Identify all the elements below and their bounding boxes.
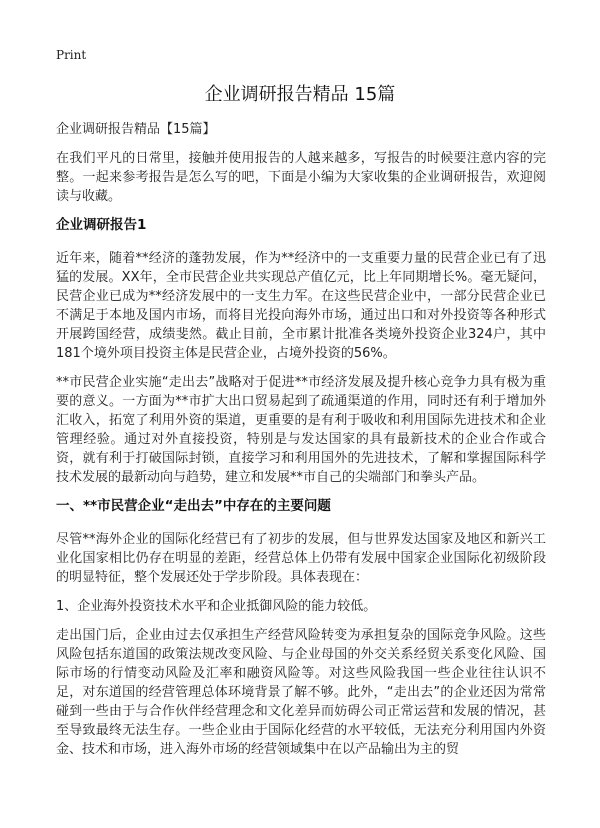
print-link[interactable]: Print bbox=[56, 48, 87, 62]
document-subtitle: 企业调研报告精品【15篇】 bbox=[56, 122, 216, 137]
body-paragraph: 走出国门后，企业由过去仅承担生产经营风险转变为承担复杂的国际竞争风险。这些风险包括东道国的政策法规改变风险、与企业母国的外交关系经贸关系变化风险、国际市场的行情变动风险及汇率和融资风险等。对这些风险我国一些企业往往认识不足，对东道国的经营管理总体环境背景了解不够。此外，“走出去”的企业还因为常常碰到一些由于与合作伙伴经营理念和文化差异而妨碍公司正常运营和发展的情况，甚至导致最终无法生存。一些企业由于国际化经营的水平较低，无法充分利用国内外资金、技术和市场，进入海外市场的经营领域集中在以产品输出为主的贸 bbox=[56, 628, 546, 757]
document-title: 企业调研报告精品 15篇 bbox=[204, 84, 396, 105]
intro-paragraph: 在我们平凡的日常里，接触并使用报告的人越来越多，写报告的时候要注意内容的完整。一起来参考报告是怎么写的吧，下面是小编为大家收集的企业调研报告，欢迎阅读与收藏。 bbox=[56, 151, 546, 204]
document-body bbox=[56, 120, 546, 759]
list-point: 1、企业海外投资技术水平和企业抵御风险的能力较低。 bbox=[56, 599, 377, 614]
body-paragraph: 近年来，随着**经济的蓬勃发展，作为**经济中的一支重要力量的民营企业已有了迅猛的发展。XX年，全市民营企业共实现总产值亿元，比上年同期增长%。毫无疑问，民营企业已成为**经济发展中的一支生力军。在这些民营企业中，一部分民营企业已不满足于本地及国内市场，而将目光投向海外市场，通过出口和对外投资等各种形式开展跨国经营，成绩斐然。截止目前，全市累计批准各类境外投资企业324户，其中181个境外项目投资主体是民营企业，占境外投资的56%。 bbox=[56, 251, 546, 361]
body-paragraph: 尽管**海外企业的国际化经营已有了初步的发展，但与世界发达国家及地区和新兴工业化国家相比仍存在明显的差距，经营总体上仍带有发展中国家企业国际化初级阶段的明显特征，整个发展还处于学步阶段。具体表现在： bbox=[56, 532, 546, 585]
body-paragraph: **市民营企业实施“走出去”战略对于促进**市经济发展及提升核心竞争力具有极为重要的意义。一方面为**市扩大出口贸易起到了疏通渠道的作用，同时还有利于增加外汇收入，拓宽了利用外资的渠道，更重要的是有利于吸收和利用国际先进技术和企业管理经验。通过对外直接投资，特别是与发达国家的具有最新技术的企业合作或合资，就有利于打破国际封锁，直接学习和利用国外的先进技术，了解和掌握国际科学技术发展的最新动向与趋势，建立和发展**市自己的尖端部门和拳头产品。 bbox=[56, 375, 546, 485]
section-heading: 一、**市民营企业“走出去”中存在的主要问题 bbox=[56, 498, 331, 514]
section-title: 企业调研报告1 bbox=[56, 217, 147, 233]
